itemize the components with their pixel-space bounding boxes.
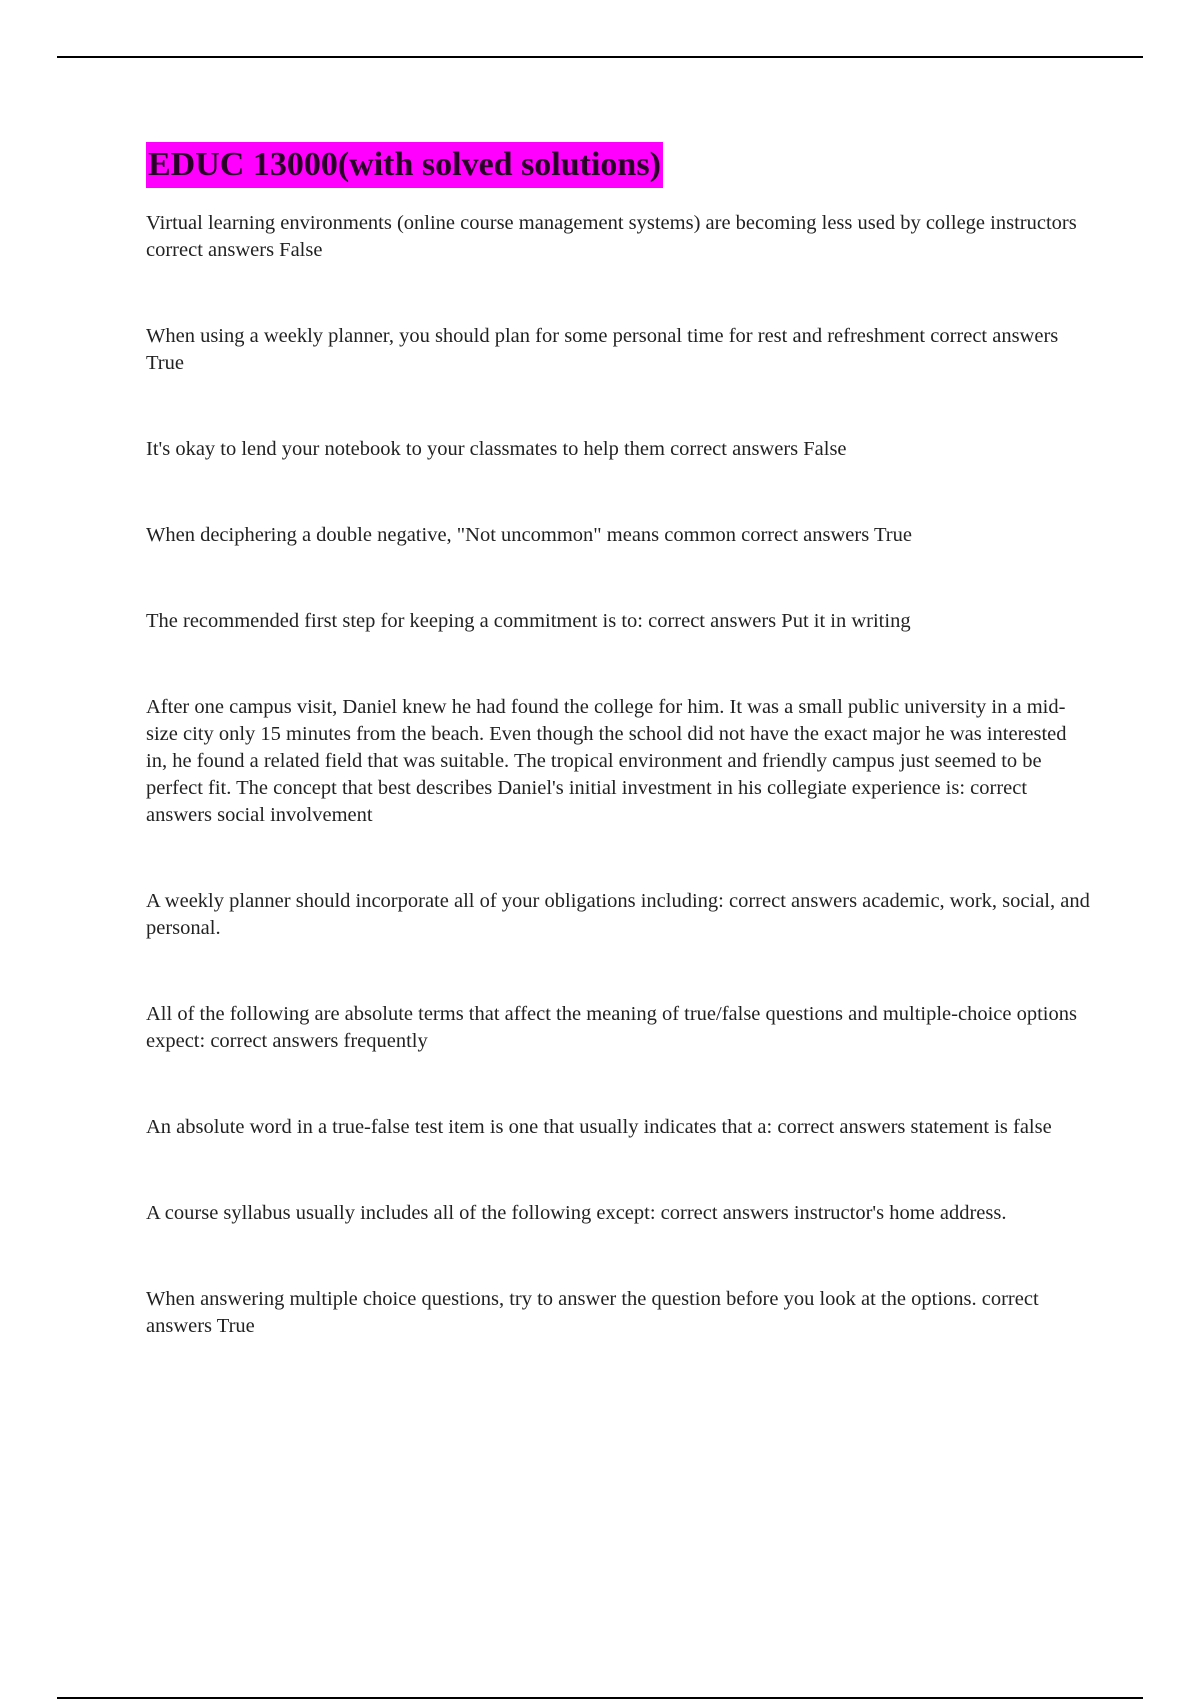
qa-item: When deciphering a double negative, "Not uncommon" means common correct answers True [146, 524, 912, 546]
qa-item: The recommended first step for keeping a commitment is to: correct answers Put it in writing [146, 610, 911, 632]
qa-item: After one campus visit, Daniel knew he had found the college for him. It was a small public university in a mid-size city only 15 minutes from the beach. Even though the school did not have the exact major he was interested in, he found a related field that was suitable. The tropical environment and friendly campus just seemed to be perfect fit. The concept that best describes Daniel's initial investment in his collegiate experience is: correct answers social involvement [146, 696, 1067, 826]
qa-item: A course syllabus usually includes all of the following except: correct answers instructor's home address. [146, 1202, 1007, 1224]
qa-item: When answering multiple choice questions, try to answer the question before you look at the options. correct answers True [146, 1288, 1039, 1337]
top-rule [57, 56, 1143, 58]
qa-item: All of the following are absolute terms that affect the meaning of true/false questions and multiple-choice options expect: correct answers frequently [146, 1003, 1077, 1052]
document-body [146, 142, 1092, 1340]
qa-item: It's okay to lend your notebook to your classmates to help them correct answers False [146, 438, 847, 460]
qa-item: When using a weekly planner, you should plan for some personal time for rest and refreshment correct answers True [146, 325, 1059, 374]
qa-item: A weekly planner should incorporate all of your obligations including: correct answers academic, work, social, and personal. [146, 890, 1090, 939]
qa-item: An absolute word in a true-false test item is one that usually indicates that a: correct answers statement is false [146, 1116, 1052, 1138]
bottom-rule [57, 1697, 1143, 1699]
document-title: EDUC 13000(with solved solutions) [146, 142, 663, 188]
qa-list [146, 210, 1092, 1340]
qa-item: Virtual learning environments (online course management systems) are becoming less used by college instructors correct answers False [146, 212, 1077, 261]
